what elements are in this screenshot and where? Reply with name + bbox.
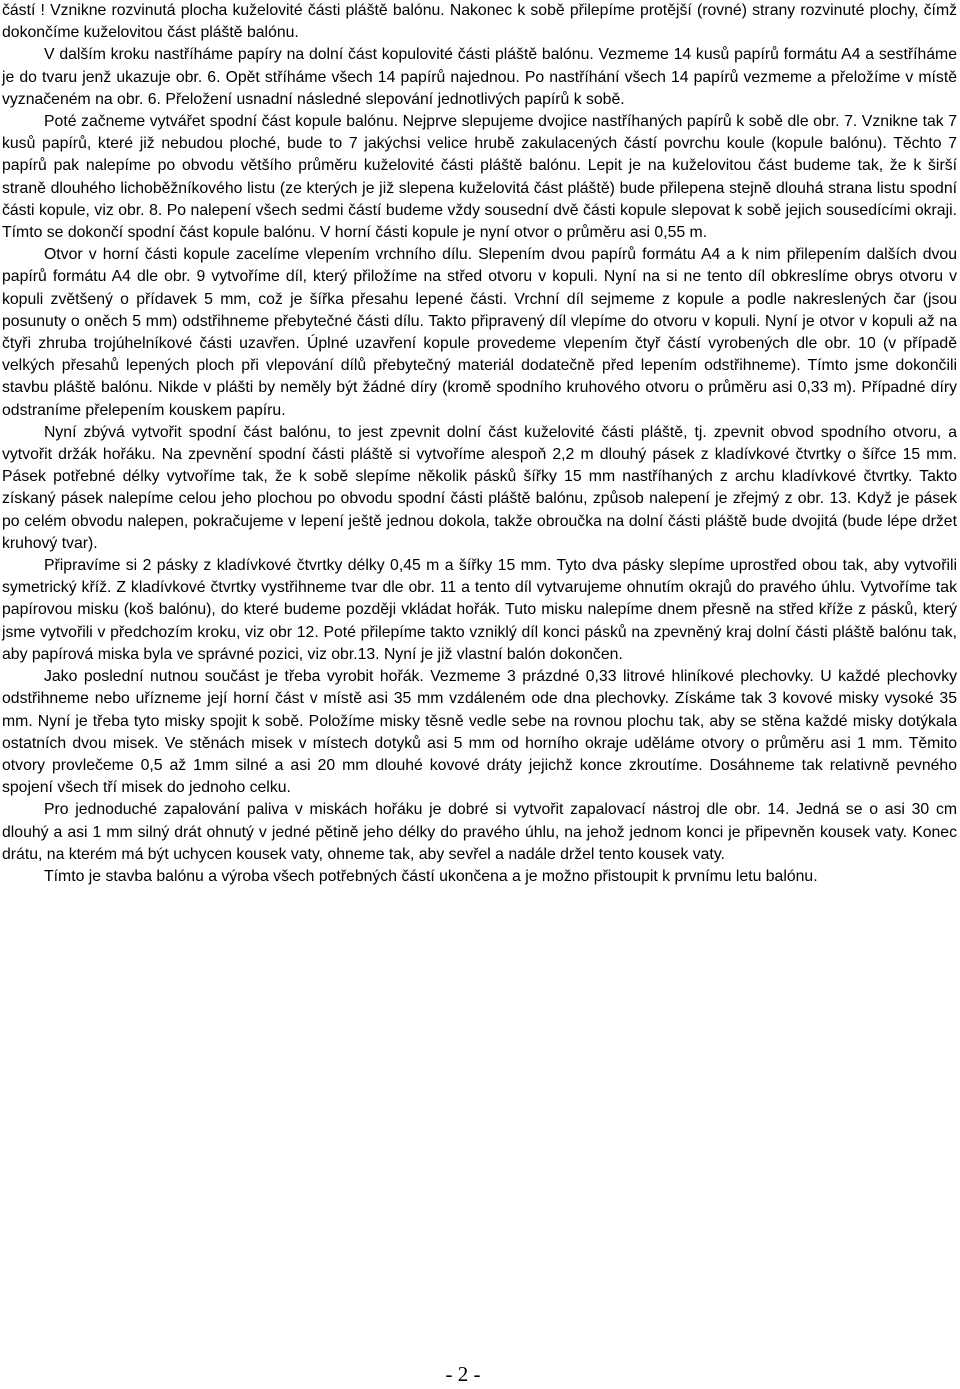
paragraph-2: V dalším kroku nastříháme papíry na dolní část kopulovité části pláště balónu. Vezmeme 14 kusů papírů formátu A4 a sestříháme je do tvaru jenž ukazuje obr. 6. Opět stříháme všech 14 papírů najednou. Po nastříhání všech 14 papírů vezmeme a přeložíme v místě vyznačeném na obr. 6. Přeložení usnadní následné slepování jednotlivých papírů k sobě. [2,46,957,108]
paragraph-6: Připravíme si 2 pásky z kladívkové čtvrtky délky 0,45 m a šířky 15 mm. Tyto dva pásky slepíme uprostřed obou tak, aby vytvořili symetrický kříž. Z kladívkové čtvrtky vystřihneme tvar dle obr. 11 a tento díl vytvarujeme ohnutím okrajů do pravého úhlu. Vytvoříme tak papírovou misku (koš balónu), do které budeme později vkládat hořák. Tuto misku nalepíme dnem přesně na střed kříže z pásků, který jsme vytvořili v předchozím kroku, viz obr 12. Poté přilepíme takto vzniklý díl konci pásků na zpevněný kraj dolní části pláště balónu tak, aby papírová miska byla ve správné pozici, viz obr.13. Nyní je již vlastní balón dokončen. [2,557,957,663]
page-number: - 2 - [445,1362,481,1386]
paragraph-3: Poté začneme vytvářet spodní část kopule balónu. Nejprve slepujeme dvojice nastříhaných papírů k sobě dle obr. 7. Vznikne tak 7 kusů papírů, které již nebudou ploché, bude to 7 jakýchsi velice hrubě zakulacených částí povrchu koule (kopule balónu). Těchto 7 papírů pak nalepíme po obvodu většího průměru kuželovité části pláště balónu. Lepit je na kuželovitou část budeme tak, že k širší straně dlouhého lichoběžníkového listu (ze kterých je již slepena kuželovitá část pláště) bude přilepena stejně dlouhá strana listu spodní části kopule, viz obr. 8. Po nalepení všech sedmi částí budeme vždy sousední dvě části kopule slepovat k sobě jejich sousedícími okraji. Tímto se dokončí spodní část kopule balónu. V horní části kopule je nyní otvor o průměru asi 0,55 m. [2,113,957,242]
paragraph-7: Jako poslední nutnou součást je třeba vyrobit hořák. Vezmeme 3 prázdné 0,33 litrové hliníkové plechovky. U každé plechovky odstřihneme nebo uřízneme její horní část v místě asi 35 mm vzdáleném ode dna plechovky. Získáme tak 3 kovové misky vysoké 35 mm. Nyní je třeba tyto misky spojit k sobě. Položíme misky těsně vedle sebe na rovnou plochu tak, aby se stěna každé misky dotýkala ostatních dvou misek. Ve stěnách misek v místech dotyků asi 5 mm od horního okraje uděláme otvory o průměru asi 1 mm. Těmito otvory provlečeme 0,5 až 1mm silné a asi 20 mm dlouhé kovové dráty jejichž konce zkroutíme. Dosáhneme tak relativně pevného spojení všech tří misek do jednoho celku. [2,668,957,797]
paragraph-5: Nyní zbývá vytvořit spodní část balónu, to jest zpevnit dolní část kuželovité části pláště, tj. zpevnit obvod spodního otvoru, a vytvořit držák hořáku. Na zpevnění spodní části pláště si vytvoříme alespoň 2,2 m dlouhý pásek z kladívkové čtvrtky o šířce 15 mm. Pásek potřebné délky vytvoříme tak, že k sobě slepíme několik pásků šířky 15 mm nastříhaných z archu kladívkové čtvrtky. Takto získaný pásek nalepíme celou jeho plochou po obvodu spodní části pláště balónu, způsob nalepení je zřejmý z obr. 13. Když je pásek po celém obvodu nalepen, pokračujeme v lepení ještě jednou dokola, takže obroučka na dolní části pláště bude dvojitá (bude lépe držet kruhový tvar). [2,423,957,552]
paragraph-4: Otvor v horní části kopule zacelíme vlepením vrchního dílu. Slepením dvou papírů formátu A4 a k nim přilepením dalších dvou papírů formátu A4 dle obr. 9 vytvoříme díl, který přiložíme na střed otvoru v kopuli. Nyní na si ne tento díl obkreslíme obrys otvoru v kopuli zvětšený o přídavek 5 mm, což je šířka přesahu lepené části. Vrchní díl sejmeme z kopule a podle nakreslených čar (jsou posunuty o oněch 5 mm) odstřihneme přebytečné části dílu. Takto připravený díl vlepíme do otvoru v kopuli. Nyní je otvor v kopuli až na čtyři zhruba trojúhelníkové části uzavřen. Úplné uzavření kopule provedeme vlepením čtyř částí vyrobených dle obr. 10 (v případě velkých přesahů lepených ploch při vlepování dílů přebytečný materiál dodatečně před lepením odstřihneme). Tímto jsme dokončili stavbu pláště balónu. Nikde v plášti by neměly být žádné díry (kromě spodního kruhového otvoru o průměru asi 0,33 m). Případné díry odstraníme přelepením kouskem papíru. [2,246,957,419]
document-body [2,0,957,888]
paragraph-8: Pro jednoduché zapalování paliva v miskách hořáku je dobré si vytvořit zapalovací nástroj dle obr. 14. Jedná se o asi 30 cm dlouhý a asi 1 mm silný drát ohnutý v jedné pětině jeho délky do pravého úhlu, na jehož jednom konci je připevněn kousek vaty. Konec drátu, na kterém má být uchycen kousek vaty, ohneme tak, aby sevřel a nadále držel tento kousek vaty. [2,801,957,863]
paragraph-9: Tímto je stavba balónu a výroba všech potřebných částí ukončena a je možno přistoupit k prvnímu letu balónu. [44,867,818,885]
paragraph-1: částí ! Vznikne rozvinutá plocha kuželovité části pláště balónu. Nakonec k sobě přilepíme protější (rovné) strany rozvinuté plochy, čímž dokončíme kuželovitou část pláště balónu. [2,2,957,42]
